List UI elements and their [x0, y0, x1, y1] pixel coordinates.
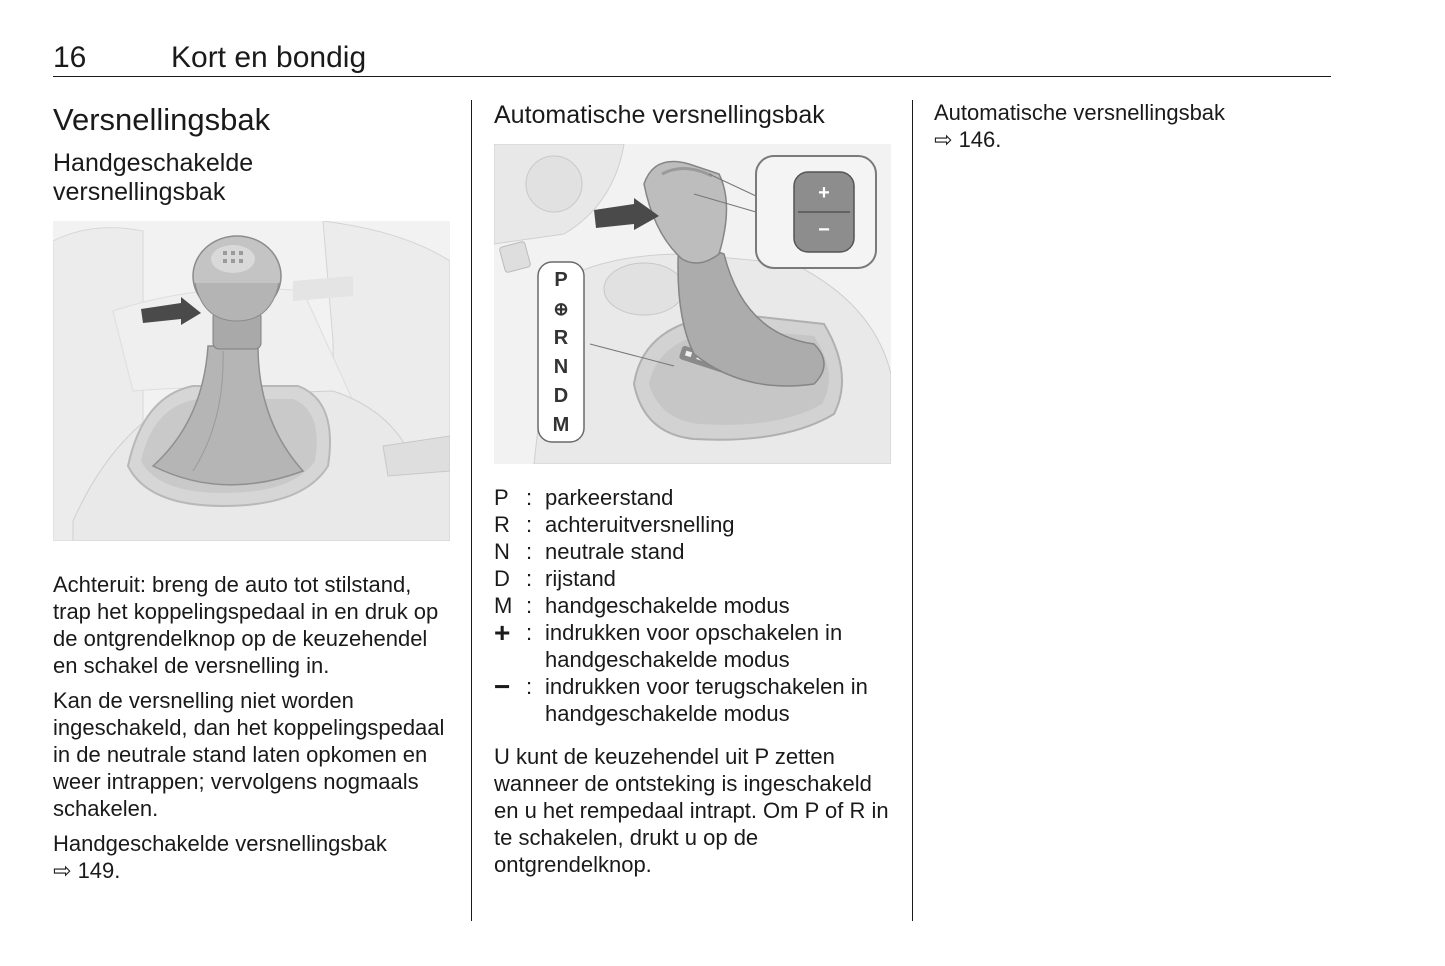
- minus-icon: −: [494, 671, 511, 702]
- legend-item-p: P : parkeerstand: [494, 484, 894, 511]
- automatic-unlock-paragraph: U kunt de keuzehendel uit P zetten wanneer de ontsteking is ingeschakeld en u het rempedaal intrapt. Om P of R in te schakelen, drukt u op de ontgrendelknop.: [494, 744, 889, 877]
- gear-label-lock: ⊕: [553, 299, 569, 319]
- column-automatic: [494, 95, 894, 886]
- manual-retry-paragraph: Kan de versnelling niet worden ingeschakeld, dan het koppelingspedaal in de neutrale stand laten opkomen en weer intrappen; vervolgens nogmaals schakelen.: [53, 688, 445, 821]
- legend-key: N: [494, 539, 510, 564]
- legend-key: M: [494, 593, 513, 618]
- section-title: Kort en bondig: [171, 41, 367, 74]
- automatic-reference-page: 146.: [958, 127, 1002, 152]
- gear-legend: [494, 484, 894, 727]
- legend-desc: indrukken voor terugschakelen in handgeschakelde modus: [545, 674, 868, 726]
- gear-label-d: D: [553, 385, 569, 407]
- manual-reference-page: 149.: [77, 858, 121, 883]
- callout-minus: −: [818, 219, 830, 241]
- legend-desc: neutrale stand: [545, 539, 685, 564]
- legend-desc: rijstand: [545, 566, 616, 591]
- column-divider-right: [912, 100, 913, 921]
- legend-desc: indrukken voor opschakelen in handgeschakelde modus: [545, 620, 843, 672]
- automatic-reference-text: Automatische versnellingsbak: [934, 100, 1226, 125]
- legend-desc: parkeerstand: [545, 485, 674, 510]
- gear-label-n: N: [553, 356, 569, 378]
- legend-item-m: M : handgeschakelde modus: [494, 592, 894, 619]
- callout-plus: +: [818, 182, 830, 204]
- legend-item-d: D : rijstand: [494, 565, 894, 592]
- automatic-gearshift-illustration: [494, 144, 891, 464]
- column-manual: [53, 95, 453, 892]
- legend-key: R: [494, 512, 510, 537]
- manual-reverse-paragraph: Achteruit: breng de auto tot stilstand, trap het koppelingspedaal in en druk op de ontgrendelknop op de keuzehendel en schakel de versnelling in.: [53, 572, 439, 678]
- column-divider-left: [471, 100, 472, 921]
- gear-label-p: P: [554, 269, 568, 291]
- manual-reference[interactable]: [53, 830, 453, 884]
- manual-reference-text: Handgeschakelde versnellingsbak: [53, 831, 387, 856]
- legend-item-plus: + : indrukken voor opschakelen in handgeschakelde modus: [494, 619, 894, 673]
- legend-item-minus: − : indrukken voor terugschakelen in handgeschakelde modus: [494, 673, 894, 727]
- automatic-reference[interactable]: [934, 99, 1334, 153]
- page-header: [53, 40, 1331, 77]
- gear-label-r: R: [553, 327, 569, 349]
- column-reference: [934, 95, 1334, 161]
- heading-automatic: Automatische versnellingsbak: [494, 101, 825, 129]
- reference-arrow-icon: ⇨: [53, 858, 72, 883]
- subheading-line1: Handgeschakelde: [53, 149, 254, 177]
- manual-gearshift-illustration: [53, 221, 450, 541]
- legend-item-r: R : achteruitversnelling: [494, 511, 894, 538]
- reference-arrow-icon: ⇨: [934, 127, 953, 152]
- heading-versnellingsbak: Versnellingsbak: [53, 102, 271, 137]
- subheading-line2: versnellingsbak: [53, 178, 226, 206]
- legend-desc: achteruitversnelling: [545, 512, 735, 537]
- subheading-manual: [53, 149, 453, 207]
- plus-icon: +: [494, 617, 511, 648]
- legend-key: P: [494, 485, 509, 510]
- legend-item-n: N : neutrale stand: [494, 538, 894, 565]
- gear-label-m: M: [552, 414, 570, 436]
- legend-desc: handgeschakelde modus: [545, 593, 790, 618]
- page-number: 16: [53, 41, 87, 74]
- legend-key: D: [494, 566, 510, 591]
